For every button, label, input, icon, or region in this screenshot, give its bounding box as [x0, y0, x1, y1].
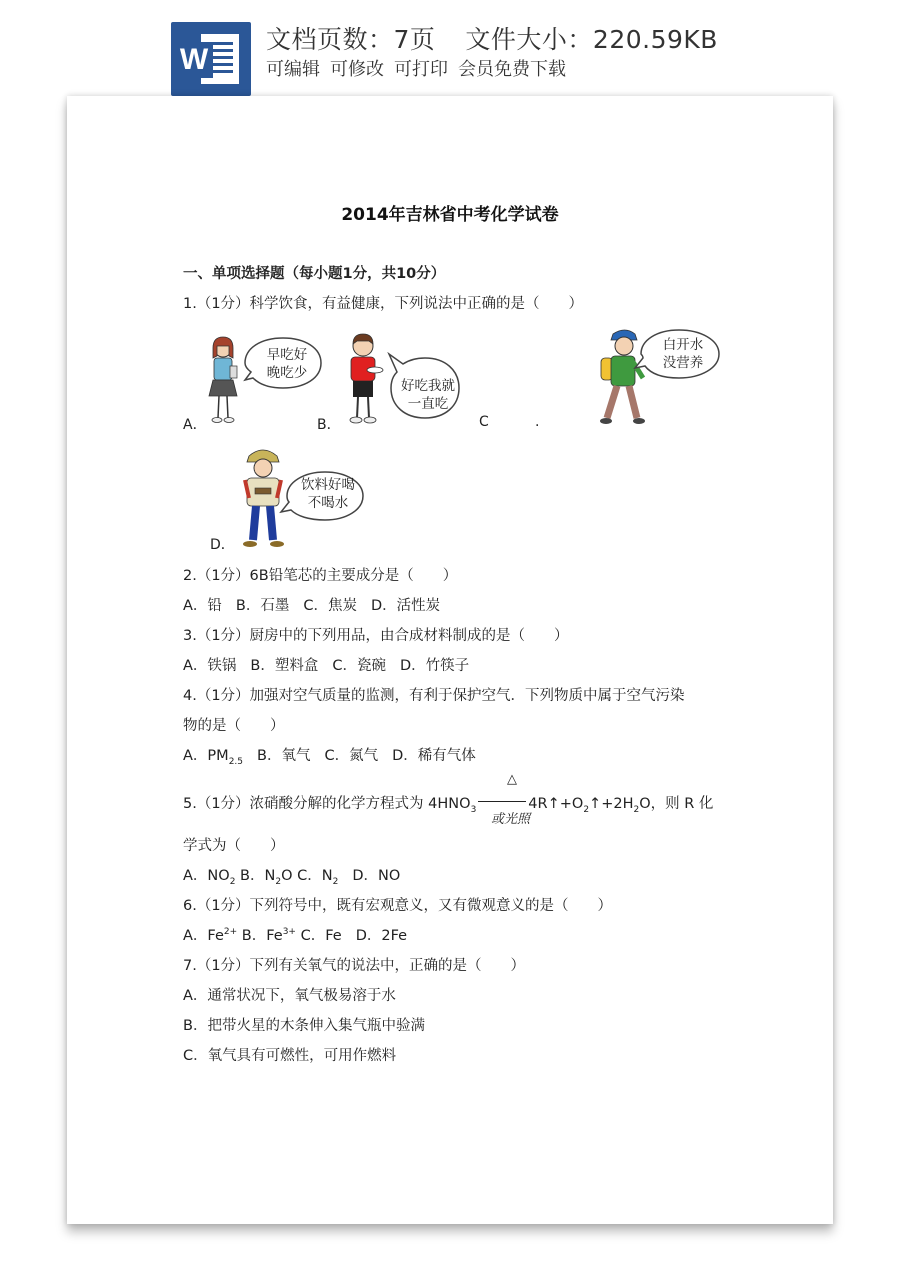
question-7-option-b: B．把带火星的木条伸入集气瓶中验满 [183, 1018, 425, 1034]
question-6-stem: 6.（1分）下列符号中，既有宏观意义，又有微观意义的是（ ） [183, 898, 613, 914]
document-page [67, 96, 833, 1224]
question-4-options: A．$PM_{2.5}$ B．氧气 C．氮气 D．稀有气体 [183, 748, 476, 767]
option-d-label: D． [210, 537, 235, 553]
feature-list [266, 55, 566, 81]
option-b-label: B． [317, 417, 341, 433]
word-doc-icon [171, 22, 251, 96]
speech-bubble-d-text: 饮料好喝 不喝水 [301, 477, 355, 511]
question-6-options: A．$Fe^{2+}$ B．$Fe^{3+}$ C．Fe D．2Fe [183, 927, 408, 944]
question-7-stem: 7.（1分）下列有关氧气的说法中，正确的是（ ） [183, 958, 526, 974]
option-c-dot: . [535, 414, 540, 430]
option-a-label: A． [183, 417, 207, 433]
question-4-stem-line2: 物的是（ ） [183, 718, 285, 734]
question-4-stem-line1: 4.（1分）加强对空气质量的监测，有利于保护空气．下列物质中属于空气污染 [183, 688, 685, 704]
page-count: 文档页数：7页 [266, 25, 436, 54]
feature-member-download: 会员免费下载 [458, 59, 566, 80]
feature-modifiable: 可修改 [330, 59, 384, 80]
question-7-option-a: A．通常状况下，氧气极易溶于水 [183, 988, 396, 1004]
feature-printable: 可打印 [394, 59, 448, 80]
question-3-options: A．铁锅 B．塑料盒 C．瓷碗 D．竹筷子 [183, 658, 470, 674]
question-2-options: A．铅 B．石墨 C．焦炭 D．活性炭 [183, 598, 441, 614]
question-7-option-c: C．氧气具有可燃性，可用作燃料 [183, 1048, 397, 1064]
feature-editable: 可编辑 [266, 59, 320, 80]
reaction-condition-heat: △ [507, 772, 517, 787]
file-size: 文件大小：220.59KB [465, 25, 718, 54]
word-letter: W [175, 42, 213, 78]
speech-bubble-a-text: 早吃好 晚吃少 [266, 347, 308, 381]
question-2-stem: 2.（1分）6B铅笔芯的主要成分是（ ） [183, 568, 458, 584]
girl-illustration-icon [203, 334, 243, 428]
question-5-stem-line2: 学式为（ ） [183, 838, 285, 854]
question-5-stem-line1: 5.（1分）浓硝酸分解的化学方程式为 $4HNO_3$ $4R↑+O_2↑+2H_2O$，则 R 化 [183, 796, 714, 815]
question-5-options: A．$NO_2$ B．$N_2O$ C．$N_2$ D．NO [183, 868, 401, 887]
option-c-label: C [479, 414, 489, 430]
speech-bubble-c-text: 白开水 没营养 [662, 337, 704, 371]
document-title: 2014年吉林省中考化学试卷 [341, 205, 559, 225]
speech-bubble-b-text: 好吃我就 一直吃 [401, 378, 455, 412]
file-meta [266, 20, 718, 56]
reaction-condition-light: 或光照 [491, 812, 531, 827]
boy-eating-illustration-icon [339, 332, 389, 430]
question-1-stem: 1.（1分）科学饮食，有益健康，下列说法中正确的是（ ） [183, 296, 584, 312]
section-heading: 一、单项选择题（每小题1分，共10分） [183, 266, 446, 282]
question-3-stem: 3.（1分）厨房中的下列用品，由合成材料制成的是（ ） [183, 628, 569, 644]
